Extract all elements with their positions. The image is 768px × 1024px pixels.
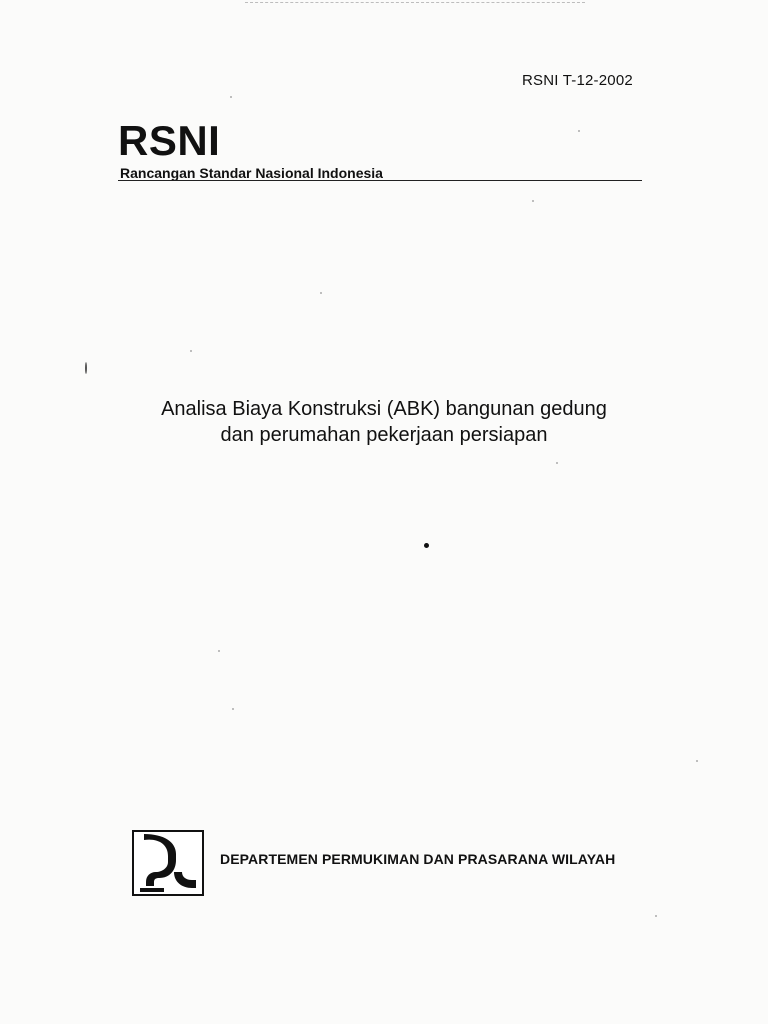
document-title-line-1: Analisa Biaya Konstruksi (ABK) bangunan gedung (161, 398, 607, 420)
scan-speck (320, 292, 322, 294)
scan-speck (532, 200, 534, 202)
scan-speck (696, 760, 698, 762)
scan-speck (655, 915, 657, 917)
document-code: RSNI T-12-2002 (522, 72, 633, 89)
scan-speck (230, 96, 232, 98)
header-rule (118, 180, 642, 181)
document-title-line-2: dan perumahan pekerjaan persiapan (220, 424, 548, 446)
scan-dot (424, 543, 429, 548)
scan-speck (190, 350, 192, 352)
department-emblem-graphic (134, 832, 202, 894)
scan-speck (232, 708, 234, 710)
scan-mark (85, 362, 87, 374)
rsni-title: RSNI (118, 117, 221, 164)
department-emblem-icon (132, 830, 204, 896)
document-title (100, 396, 668, 448)
scan-artifact-line (245, 2, 585, 3)
scan-speck (578, 130, 580, 132)
rsni-subtitle: Rancangan Standar Nasional Indonesia (120, 165, 383, 181)
department-name: DEPARTEMEN PERMUKIMAN DAN PRASARANA WILAYAH (220, 851, 616, 867)
scan-speck (218, 650, 220, 652)
scan-speck (556, 462, 558, 464)
